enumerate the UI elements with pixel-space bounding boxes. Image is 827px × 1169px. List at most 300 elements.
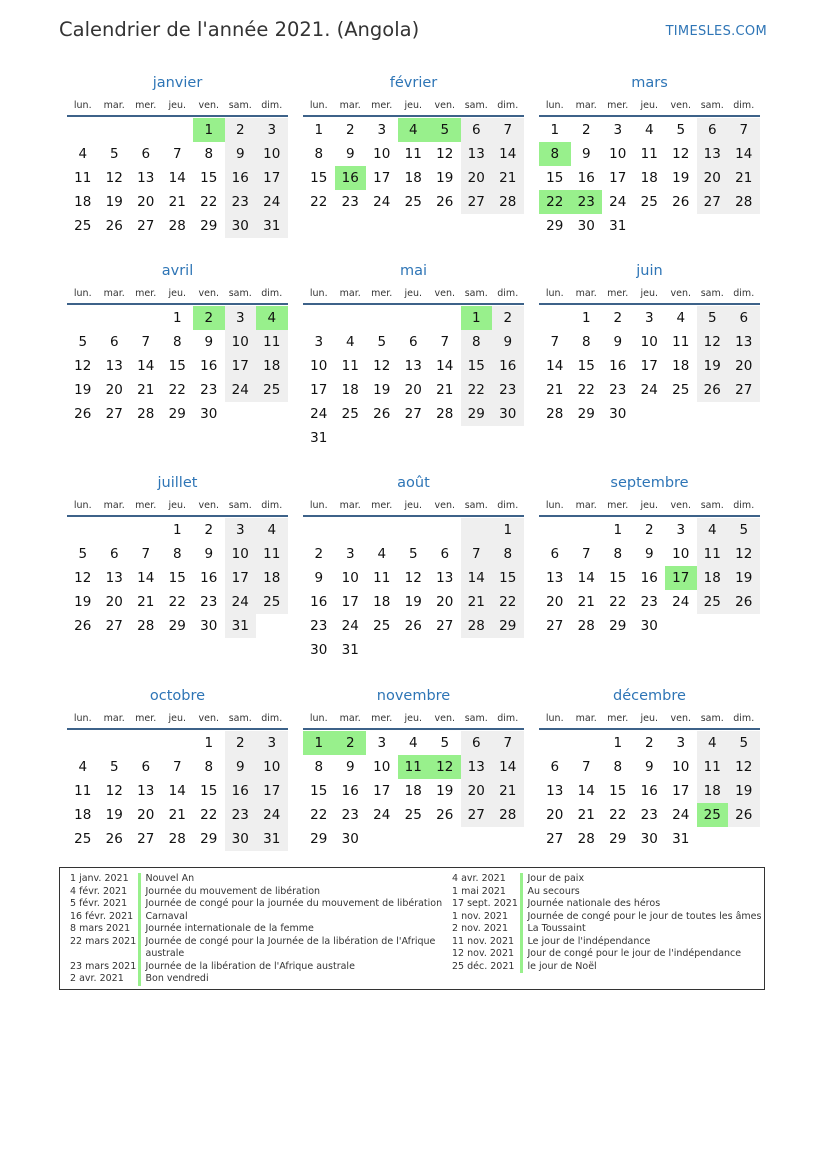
weekday-label: mer. (607, 500, 629, 511)
day-cell: 11 (74, 170, 92, 186)
legend-row (70, 873, 446, 886)
weekday-label: jeu. (404, 100, 423, 111)
legend-marker (138, 936, 141, 961)
day-cell: 15 (168, 358, 186, 374)
legend-marker (520, 911, 523, 924)
day-cell: 17 (672, 783, 690, 799)
day-cell: 15 (200, 783, 218, 799)
day-grid (303, 731, 524, 851)
day-cell: 15 (200, 170, 218, 186)
header-rule (67, 303, 288, 305)
day-cell: 22 (310, 807, 328, 823)
day-cell: 25 (697, 590, 729, 614)
day-cell: 15 (492, 566, 524, 590)
legend-marker (138, 973, 141, 986)
day-cell: 4 (408, 735, 418, 751)
weekday-label: jeu. (168, 100, 187, 111)
weekday-label: lun. (545, 288, 564, 299)
legend-row (70, 936, 446, 961)
legend-row (70, 961, 446, 974)
day-grid (303, 118, 524, 214)
weekday-label: jeu. (404, 713, 423, 724)
empty-cell (99, 518, 131, 542)
weekday-label: sam. (700, 500, 724, 511)
day-cell: 29 (200, 218, 218, 234)
weekday-label: mer. (371, 500, 393, 511)
empty-cell (67, 306, 99, 330)
day-cell: 7 (550, 334, 560, 350)
day-cell: 3 (644, 310, 654, 326)
weekday-header (539, 710, 760, 728)
month-11 (539, 685, 760, 851)
weekday-label: mar. (339, 713, 361, 724)
day-cell: 29 (168, 618, 186, 634)
day-cell: 16 (609, 358, 627, 374)
day-cell: 28 (492, 190, 524, 214)
day-cell: 21 (728, 166, 760, 190)
day-cell: 21 (577, 807, 595, 823)
month-name: avril (161, 263, 194, 279)
weekday-label: lun. (309, 100, 328, 111)
day-cell: 2 (225, 118, 257, 142)
day-cell: 19 (436, 783, 454, 799)
weekday-label: sam. (228, 500, 252, 511)
day-cell: 25 (373, 618, 391, 634)
weekday-label: ven. (198, 500, 219, 511)
day-cell: 27 (436, 618, 454, 634)
day-cell: 27 (137, 831, 155, 847)
day-cell: 11 (256, 330, 288, 354)
day-cell: 2 (644, 735, 654, 751)
legend-date: 16 févr. 2021 (70, 910, 134, 922)
month-9 (67, 685, 288, 851)
day-cell: 8 (461, 330, 493, 354)
day-cell: 31 (310, 430, 328, 446)
holiday-day-cell: 1 (303, 731, 335, 755)
empty-cell (335, 306, 367, 330)
day-cell: 9 (581, 146, 591, 162)
empty-cell (429, 518, 461, 542)
day-cell: 24 (373, 807, 391, 823)
weekday-label: jeu. (404, 288, 423, 299)
empty-cell (366, 518, 398, 542)
day-cell: 20 (697, 166, 729, 190)
day-cell: 20 (546, 807, 564, 823)
weekday-label: ven. (434, 500, 455, 511)
day-cell: 6 (440, 546, 450, 562)
weekday-label: dim. (497, 713, 519, 724)
day-cell: 30 (492, 402, 524, 426)
day-cell: 29 (492, 614, 524, 638)
day-cell: 13 (697, 142, 729, 166)
legend-marker (138, 961, 141, 974)
day-cell: 28 (728, 190, 760, 214)
empty-cell (303, 306, 335, 330)
day-cell: 11 (256, 542, 288, 566)
day-cell: 29 (310, 831, 328, 847)
legend-row (70, 923, 446, 936)
day-cell: 18 (74, 807, 92, 823)
day-cell: 6 (461, 731, 493, 755)
empty-cell (162, 118, 194, 142)
weekday-label: lun. (73, 288, 92, 299)
legend-date: 1 nov. 2021 (452, 910, 508, 922)
header-rule (67, 515, 288, 517)
day-cell: 16 (200, 358, 218, 374)
day-cell: 9 (345, 759, 355, 775)
day-cell: 17 (341, 594, 359, 610)
day-cell: 24 (609, 194, 627, 210)
day-cell: 24 (256, 190, 288, 214)
day-cell: 24 (373, 194, 391, 210)
day-cell: 13 (105, 570, 123, 586)
day-cell: 21 (436, 382, 454, 398)
day-cell: 14 (728, 142, 760, 166)
weekday-header (539, 497, 760, 515)
weekday-label: mer. (135, 288, 157, 299)
day-cell: 22 (200, 194, 218, 210)
legend-marker (138, 923, 141, 936)
day-cell: 26 (404, 618, 422, 634)
day-cell: 14 (577, 570, 595, 586)
legend-marker (520, 873, 523, 886)
empty-cell (398, 306, 430, 330)
legend-column-right (452, 873, 768, 973)
header-rule (303, 515, 524, 517)
day-cell: 20 (404, 382, 422, 398)
day-cell: 7 (141, 334, 151, 350)
day-grid (539, 518, 760, 638)
day-cell: 4 (345, 334, 355, 350)
day-cell: 10 (672, 546, 690, 562)
day-cell: 11 (697, 755, 729, 779)
weekday-label: lun. (309, 713, 328, 724)
day-cell: 28 (492, 803, 524, 827)
weekday-label: lun. (309, 500, 328, 511)
legend-name: Jour de paix (527, 873, 585, 884)
day-cell: 8 (613, 759, 623, 775)
day-cell: 7 (172, 759, 182, 775)
day-cell: 20 (461, 166, 493, 190)
weekday-label: ven. (198, 288, 219, 299)
day-grid (539, 118, 760, 238)
day-cell: 30 (577, 218, 595, 234)
day-cell: 18 (697, 566, 729, 590)
legend-name: Journée de congé pour le jour de toutes les âmes (527, 910, 762, 922)
weekday-label: jeu. (640, 500, 659, 511)
empty-cell (461, 518, 493, 542)
day-cell: 6 (141, 146, 151, 162)
empty-cell (162, 731, 194, 755)
day-cell: 1 (613, 522, 623, 538)
day-cell: 10 (341, 570, 359, 586)
weekday-label: mar. (339, 500, 361, 511)
day-cell: 25 (74, 831, 92, 847)
legend-name: Au secours (527, 885, 580, 897)
day-cell: 18 (256, 566, 288, 590)
day-cell: 10 (640, 334, 658, 350)
day-cell: 21 (461, 590, 493, 614)
day-cell: 4 (644, 122, 654, 138)
empty-cell (335, 518, 367, 542)
day-cell: 26 (436, 807, 454, 823)
empty-cell (429, 306, 461, 330)
weekday-label: ven. (670, 713, 691, 724)
weekday-label: jeu. (640, 713, 659, 724)
legend-date: 17 sept. 2021 (452, 898, 518, 909)
weekday-label: mar. (575, 100, 597, 111)
day-cell: 23 (640, 594, 658, 610)
weekday-label: jeu. (168, 288, 187, 299)
day-cell: 9 (613, 334, 623, 350)
day-cell: 20 (105, 594, 123, 610)
day-cell: 11 (74, 783, 92, 799)
day-cell: 27 (728, 378, 760, 402)
day-cell: 17 (256, 779, 288, 803)
legend-marker (520, 886, 523, 899)
empty-cell (99, 731, 131, 755)
weekday-label: lun. (309, 288, 328, 299)
legend-marker (138, 873, 141, 886)
day-cell: 28 (577, 618, 595, 634)
legend-row (452, 898, 768, 911)
legend-name: Jour de congé pour le jour de l'indépendance (527, 948, 742, 959)
weekday-label: mer. (371, 288, 393, 299)
day-cell: 4 (697, 731, 729, 755)
day-cell: 10 (310, 358, 328, 374)
weekday-header (539, 97, 760, 115)
month-name: septembre (610, 475, 689, 491)
day-cell: 12 (74, 570, 92, 586)
day-cell: 6 (109, 334, 119, 350)
day-cell: 13 (436, 570, 454, 586)
weekday-label: mer. (135, 100, 157, 111)
day-cell: 13 (728, 330, 760, 354)
legend-row (452, 948, 768, 961)
day-cell: 15 (546, 170, 564, 186)
day-cell: 13 (461, 755, 493, 779)
day-cell: 27 (697, 190, 729, 214)
day-cell: 25 (404, 807, 422, 823)
legend-name: Journée nationale des héros (527, 898, 661, 909)
day-cell: 11 (672, 334, 690, 350)
month-7 (303, 472, 524, 662)
day-cell: 3 (225, 306, 257, 330)
day-cell: 10 (373, 146, 391, 162)
day-cell: 9 (345, 146, 355, 162)
day-cell: 7 (492, 731, 524, 755)
day-cell: 12 (74, 358, 92, 374)
day-cell: 18 (672, 358, 690, 374)
day-cell: 3 (676, 522, 686, 538)
day-cell: 29 (461, 402, 493, 426)
day-cell: 20 (137, 807, 155, 823)
day-cell: 5 (78, 334, 88, 350)
weekday-header (539, 285, 760, 303)
weekday-header (303, 285, 524, 303)
day-cell: 4 (256, 518, 288, 542)
day-cell: 29 (168, 406, 186, 422)
legend-name: Journée internationale de la femme (145, 923, 314, 934)
weekday-label: mer. (607, 100, 629, 111)
day-cell: 19 (74, 382, 92, 398)
empty-cell (571, 518, 603, 542)
legend-name: le jour de Noël (527, 960, 597, 972)
day-cell: 14 (492, 755, 524, 779)
legend-row (452, 961, 768, 974)
weekday-header (303, 497, 524, 515)
day-cell: 22 (609, 594, 627, 610)
weekday-label: lun. (73, 713, 92, 724)
holiday-day-cell: 16 (335, 166, 367, 190)
day-cell: 1 (314, 122, 324, 138)
legend-marker (138, 886, 141, 899)
day-cell: 3 (256, 731, 288, 755)
day-cell: 2 (644, 522, 654, 538)
day-cell: 23 (341, 194, 359, 210)
day-cell: 12 (697, 330, 729, 354)
day-cell: 30 (200, 618, 218, 634)
day-cell: 13 (137, 170, 155, 186)
day-cell: 30 (200, 406, 218, 422)
day-cell: 25 (640, 194, 658, 210)
day-cell: 13 (404, 358, 422, 374)
day-cell: 16 (640, 570, 658, 586)
weekday-label: sam. (464, 500, 488, 511)
legend-date: 25 déc. 2021 (452, 960, 515, 972)
day-cell: 14 (137, 358, 155, 374)
day-cell: 1 (172, 310, 182, 326)
empty-cell (130, 118, 162, 142)
day-grid (67, 118, 288, 238)
legend-marker (520, 923, 523, 936)
day-cell: 4 (78, 759, 88, 775)
day-cell: 24 (310, 406, 328, 422)
day-cell: 27 (137, 218, 155, 234)
weekday-label: dim. (497, 288, 519, 299)
day-cell: 24 (672, 807, 690, 823)
empty-cell (398, 518, 430, 542)
day-cell: 21 (492, 166, 524, 190)
day-cell: 22 (200, 807, 218, 823)
day-cell: 22 (577, 382, 595, 398)
day-cell: 12 (728, 542, 760, 566)
legend-date: 23 mars 2021 (70, 960, 137, 972)
day-cell: 27 (546, 618, 564, 634)
holiday-legend (59, 867, 765, 990)
month-name: mai (399, 263, 428, 279)
day-cell: 30 (225, 214, 257, 238)
weekday-label: dim. (733, 713, 755, 724)
day-cell: 13 (137, 783, 155, 799)
day-cell: 5 (728, 518, 760, 542)
day-cell: 19 (728, 779, 760, 803)
day-cell: 13 (105, 358, 123, 374)
day-cell: 15 (609, 783, 627, 799)
weekday-label: mar. (103, 713, 125, 724)
legend-date: 5 févr. 2021 (70, 898, 128, 909)
day-cell: 22 (609, 807, 627, 823)
day-cell: 19 (728, 566, 760, 590)
day-cell: 20 (105, 382, 123, 398)
day-cell: 8 (204, 146, 214, 162)
day-cell: 10 (225, 330, 257, 354)
day-cell: 19 (404, 594, 422, 610)
weekday-label: jeu. (640, 100, 659, 111)
legend-name: Journée du mouvement de libération (145, 885, 321, 897)
day-cell: 2 (314, 546, 324, 562)
brand-link[interactable]: TIMESLES.COM (665, 24, 767, 39)
legend-row (452, 936, 768, 949)
empty-cell (67, 731, 99, 755)
day-cell: 16 (225, 166, 257, 190)
day-cell: 30 (225, 827, 257, 851)
weekday-label: mar. (575, 288, 597, 299)
legend-date: 11 nov. 2021 (452, 935, 515, 947)
day-cell: 27 (461, 190, 493, 214)
day-cell: 19 (105, 807, 123, 823)
weekday-label: ven. (434, 713, 455, 724)
day-cell: 18 (341, 382, 359, 398)
header-rule (303, 115, 524, 117)
day-cell: 20 (461, 779, 493, 803)
day-cell: 7 (172, 146, 182, 162)
day-cell: 8 (172, 546, 182, 562)
day-cell: 17 (225, 566, 257, 590)
day-cell: 31 (609, 218, 627, 234)
day-cell: 29 (609, 618, 627, 634)
day-cell: 29 (609, 831, 627, 847)
day-cell: 22 (461, 378, 493, 402)
day-cell: 14 (168, 783, 186, 799)
day-cell: 23 (640, 807, 658, 823)
day-cell: 26 (672, 194, 690, 210)
legend-name: Journée de congé pour la Journée de la libération de l'Afrique australe (145, 935, 436, 959)
day-cell: 19 (697, 354, 729, 378)
day-cell: 15 (609, 570, 627, 586)
month-1 (303, 72, 524, 214)
day-cell: 1 (581, 310, 591, 326)
day-cell: 7 (581, 546, 591, 562)
day-cell: 11 (404, 146, 422, 162)
weekday-label: mer. (135, 500, 157, 511)
day-cell: 17 (256, 166, 288, 190)
legend-marker (520, 936, 523, 949)
day-cell: 18 (404, 783, 422, 799)
weekday-label: sam. (464, 288, 488, 299)
day-cell: 6 (728, 306, 760, 330)
day-cell: 5 (440, 735, 450, 751)
day-grid (67, 731, 288, 851)
holiday-day-cell: 4 (398, 118, 430, 142)
weekday-label: lun. (545, 500, 564, 511)
weekday-label: dim. (497, 100, 519, 111)
day-cell: 9 (644, 546, 654, 562)
day-cell: 24 (672, 594, 690, 610)
legend-row (70, 898, 446, 911)
day-cell: 26 (728, 590, 760, 614)
day-cell: 17 (373, 783, 391, 799)
day-cell: 27 (105, 406, 123, 422)
weekday-label: dim. (733, 500, 755, 511)
weekday-label: ven. (434, 100, 455, 111)
day-cell: 9 (314, 570, 324, 586)
day-cell: 12 (373, 358, 391, 374)
day-grid (67, 518, 288, 638)
month-4 (303, 260, 524, 450)
day-cell: 18 (640, 170, 658, 186)
month-name: août (397, 475, 430, 491)
